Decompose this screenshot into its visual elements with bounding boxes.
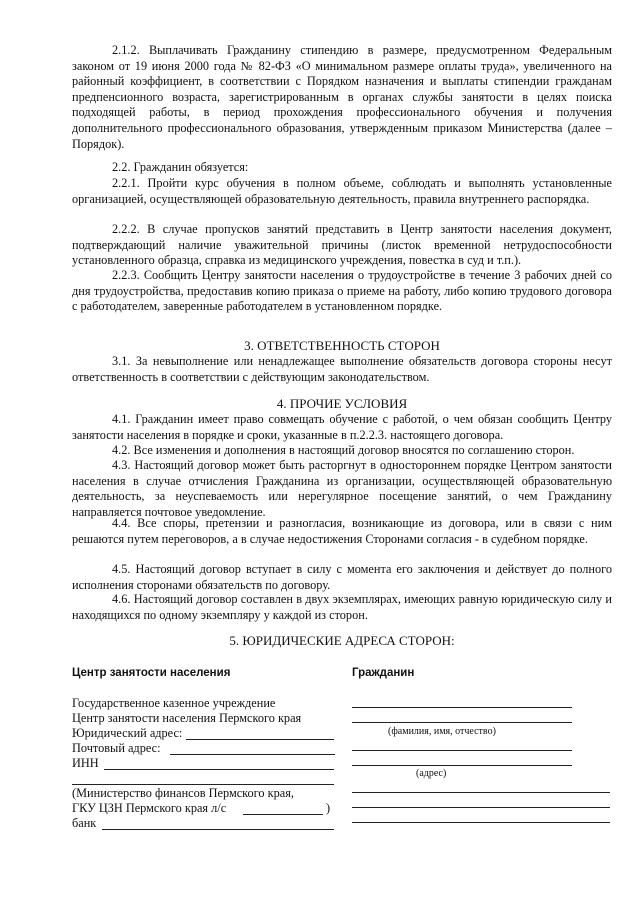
postal-address-field bbox=[170, 754, 335, 755]
clause-4-6: 4.6. Настоящий договор составлен в двух экземплярах, имеющих равную юридическую силу и находящихся по одному экземпляру у каждой из сторон. bbox=[72, 592, 612, 622]
section-5-heading: 5. ЮРИДИЧЕСКИЕ АДРЕСА СТОРОН: bbox=[229, 633, 455, 648]
citizen-line-5 bbox=[352, 792, 610, 793]
section-3-heading: 3. ОТВЕТСТВЕННОСТЬ СТОРОН bbox=[244, 338, 440, 353]
legal-address-label: Юридический адрес: bbox=[72, 726, 183, 740]
citizen-title: Гражданин bbox=[352, 667, 415, 679]
citizen-line-7 bbox=[352, 822, 610, 823]
inn-label: ИНН bbox=[72, 756, 99, 770]
clause-3-1: 3.1. За невыполнение или ненадлежащее выполнение обязательств договора стороны несут ответственность в соответствии с действующим законодательством. bbox=[72, 354, 612, 384]
employment-center-title: Центр занятости населения bbox=[72, 667, 231, 679]
institution-name: Центр занятости населения Пермского края bbox=[72, 711, 302, 725]
clause-4-2: 4.2. Все изменения и дополнения в настоящий договор вносятся по соглашению сторон. bbox=[112, 443, 575, 457]
clause-2-2-1: 2.2.1. Пройти курс обучения в полном объеме, соблюдать и выполнять установленные организацией, осуществляющей образовательную деятельность, правила внутреннего распорядка. bbox=[72, 176, 612, 206]
clause-4-1: 4.1. Гражданин имеет право совмещать обучение с работой, о чем обязан сообщить Центру занятости населения в порядке и сроки, указанные в п.2.2.3. настоящего договора. bbox=[72, 412, 612, 442]
clause-4-4: 4.4. Все споры, претензии и разногласия, возникающие из договора, или в связи с ним решаются путем переговоров, а в случае недостижения Сторонами согласия - в судебном порядке. bbox=[72, 516, 612, 546]
legal-address-field bbox=[186, 739, 334, 740]
account-field bbox=[243, 814, 323, 815]
account-close-paren: ) bbox=[326, 801, 331, 815]
institution-type: Государственное казенное учреждение bbox=[72, 696, 276, 710]
clause-4-3: 4.3. Настоящий договор может быть расторгнут в одностороннем порядке Центром занятости населения в случае отчисления Гражданина из организации, осуществляющей образовательную деятельность, за неуспеваемость или нерегулярное посещение занятий, о чем Гражданину направляется почтовое уведомление. bbox=[72, 458, 612, 519]
bank-label: банк bbox=[72, 816, 97, 830]
clause-2-2: 2.2. Гражданин обязуется: bbox=[112, 160, 249, 174]
citizen-line-1 bbox=[352, 707, 572, 708]
clause-2-2-2: 2.2.2. В случае пропусков занятий представить в Центр занятости населения документ, подтверждающий наличие уважительной причины (листок временной нетрудоспособности установленного образца, справка из медицинского учреждения, повестка в суд и т.п.). bbox=[72, 222, 612, 268]
clause-4-5: 4.5. Настоящий договор вступает в силу с момента его заключения и действует до полного исполнения сторонами обязательств по договору. bbox=[72, 562, 612, 592]
ministry-line: (Министерство финансов Пермского края, bbox=[72, 786, 294, 800]
citizen-line-3 bbox=[352, 750, 572, 751]
inn-field bbox=[104, 769, 334, 770]
blank-line bbox=[72, 784, 334, 785]
fio-caption: (фамилия, имя, отчество) bbox=[388, 726, 496, 737]
citizen-line-6 bbox=[352, 807, 610, 808]
citizen-line-2 bbox=[352, 722, 572, 723]
clause-2-2-3: 2.2.3. Сообщить Центру занятости населения о трудоустройстве в течение 3 рабочих дней со дня трудоустройства, предоставив копию приказа о приеме на работу, либо копию трудового договора с работодателем, заверенные работодателем в установленном порядке. bbox=[72, 268, 612, 314]
citizen-line-4 bbox=[352, 765, 572, 766]
postal-address-label: Почтовый адрес: bbox=[72, 741, 161, 755]
clause-2-1-2: 2.1.2. Выплачивать Гражданину стипендию в размере, предусмотренном Федеральным законом от 19 июня 2000 года № 82-ФЗ «О минимальном размере оплаты труда», увеличенного на районный коэффициент, в соответствии с Порядком назначения и выплаты стипендии гражданам предпенсионного возраста, зарегистрированным в органах службы занятости в целях поиска подходящей работы, в период прохождения профессионального обучения и получения дополнительного профессионального образования, утвержденным приказом Министерства (далее – Порядок). bbox=[72, 43, 612, 151]
section-4-heading: 4. ПРОЧИЕ УСЛОВИЯ bbox=[276, 396, 408, 411]
gku-account-label: ГКУ ЦЗН Пермского края л/с bbox=[72, 801, 227, 815]
address-caption: (адрес) bbox=[416, 768, 447, 779]
bank-field bbox=[102, 829, 334, 830]
